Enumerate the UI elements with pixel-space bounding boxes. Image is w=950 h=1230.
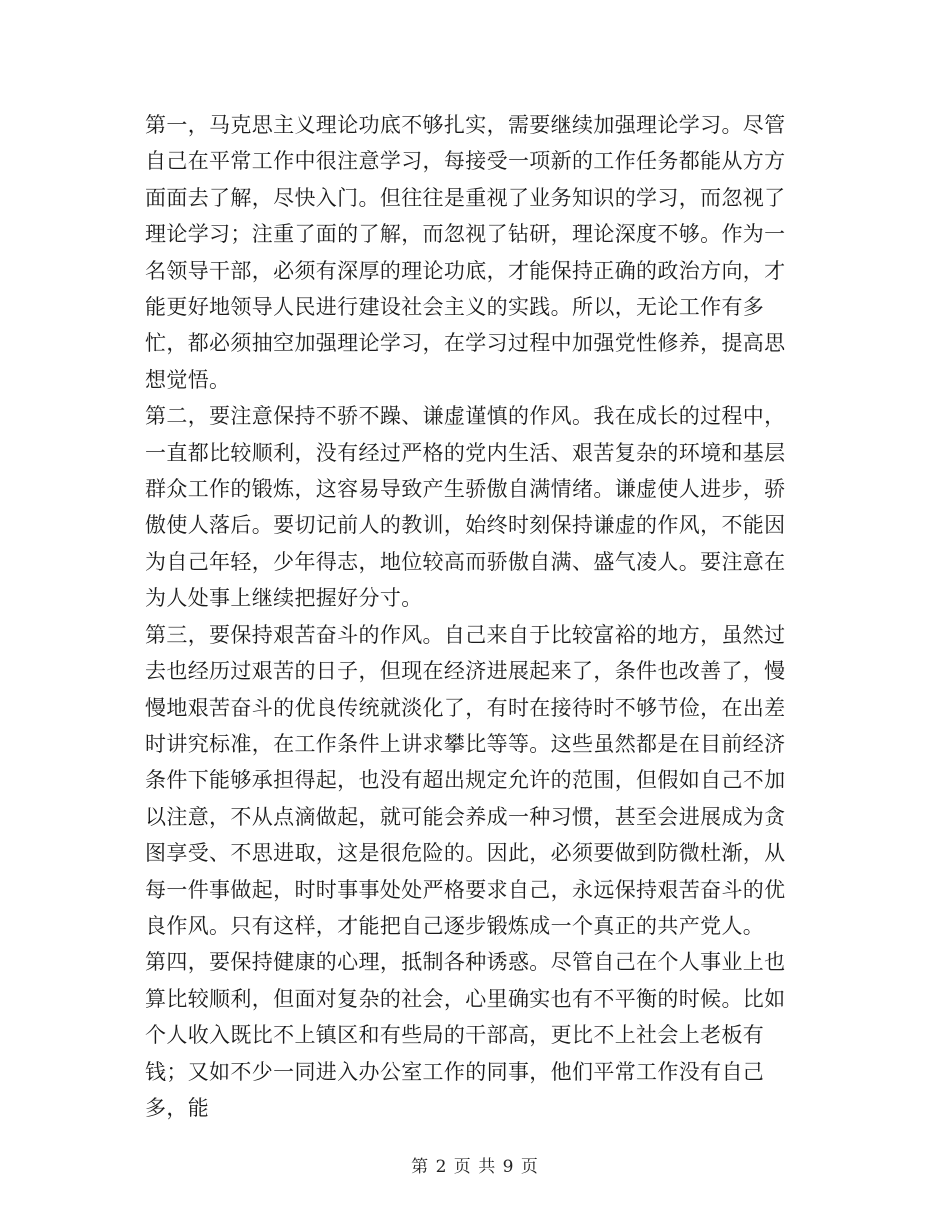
paragraph-3: 第三，要保持艰苦奋斗的作风。自己来自于比较富裕的地方，虽然过去也经历过艰苦的日子，但现在经济进展起来了，条件也改善了，慢慢地艰苦奋斗的优良传统就淡化了，有时在接待时不够节俭，在出差时讲究标准，在工作条件上讲求攀比等等。这些虽然都是在目前经济条件下能够承担得起，也没有超出规定允许的范围，但假如自己不加以注意，不从点滴做起，就可能会养成一种习惯，甚至会进展成为贪图享受、不思进取，这是很危险的。因此，必须要做到防微杜渐，从每一件事做起，时时事事处处严格要求自己，永远保持艰苦奋斗的优良作风。只有这样，才能把自己逐步锻炼成一个真正的共产党人。 [145, 622, 786, 938]
paragraph-2: 第二，要注意保持不骄不躁、谦虚谨慎的作风。我在成长的过程中，一直都比较顺利，没有经过严格的党内生活、艰苦复杂的环境和基层群众工作的锻炼，这容易导致产生骄傲自满情绪。谦虚使人进步，骄傲使人落后。要切记前人的教训，始终时刻保持谦虚的作风，不能因为自己年轻，少年得志，地位较高而骄傲自满、盛气凌人。要注意在为人处事上继续把握好分寸。 [145, 404, 786, 611]
document-body [145, 107, 805, 1126]
paragraph-4: 第四，要保持健康的心理，抵制各种诱惑。尽管自己在个人事业上也算比较顺利，但面对复杂的社会，心里确实也有不平衡的时候。比如个人收入既比不上镇区和有些局的干部高，更比不上社会上老板有钱；又如不少一同进入办公室工作的同事，他们平常工作没有自己多，能 [145, 950, 786, 1120]
paragraph-1: 第一，马克思主义理论功底不够扎实，需要继续加强理论学习。尽管自己在平常工作中很注意学习，每接受一项新的工作任务都能从方方面面去了解，尽快入门。但往往是重视了业务知识的学习，而忽视了理论学习；注重了面的了解，而忽视了钻研，理论深度不够。作为一名领导干部，必须有深厚的理论功底，才能保持正确的政治方向，才能更好地领导人民进行建设社会主义的实践。所以，无论工作有多忙，都必须抽空加强理论学习，在学习过程中加强党性修养，提高思想觉悟。 [145, 113, 786, 392]
page-number-footer: 第 2 页 共 9 页 [411, 1157, 539, 1177]
